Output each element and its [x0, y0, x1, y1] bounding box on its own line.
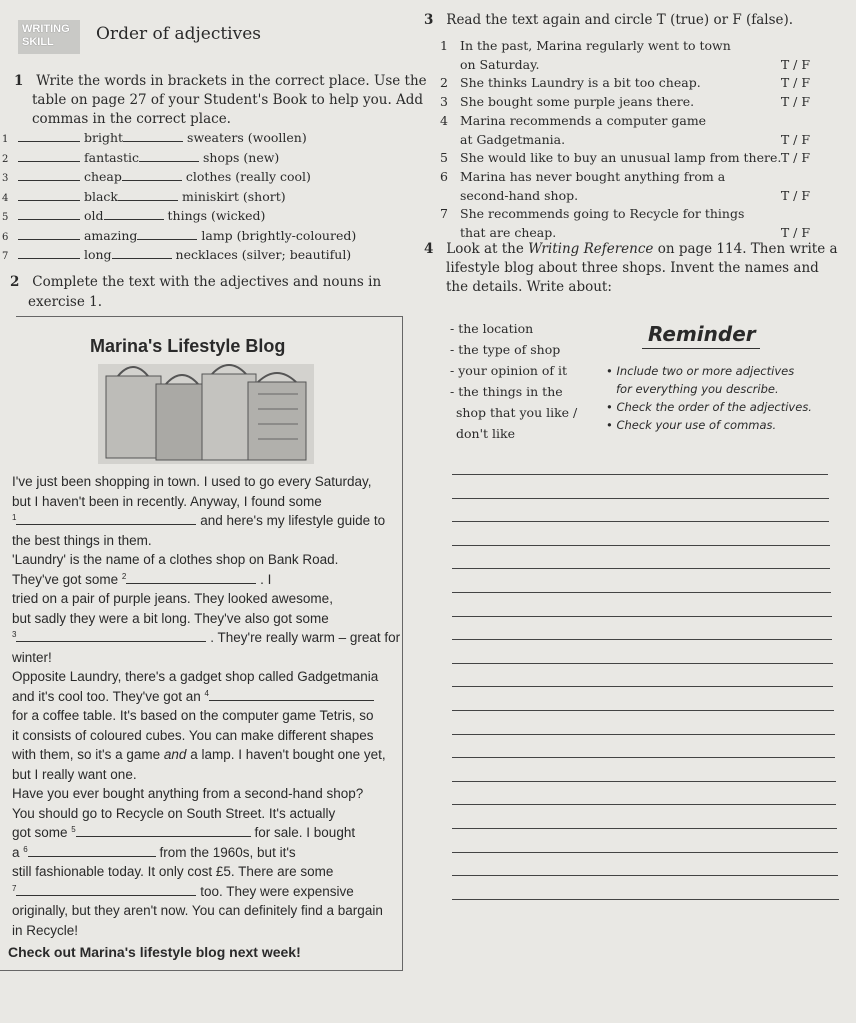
answer-blank[interactable]	[18, 200, 80, 201]
blog-text-emphasis: and	[163, 747, 187, 762]
answer-blank[interactable]	[18, 141, 80, 142]
ex4-instruction-em: Writing Reference	[528, 241, 654, 257]
blog-text-segment: You should go to Recycle on South Street. It's actually	[12, 805, 336, 821]
blog-text-segment: and here's my lifestyle guide to	[200, 513, 386, 528]
ex3-item	[440, 73, 810, 92]
blog-text-segment: . I	[260, 571, 272, 587]
true-false-choice[interactable]: T / F	[780, 57, 810, 72]
blog-line	[12, 728, 373, 743]
writing-line[interactable]	[452, 804, 836, 805]
answer-blank[interactable]	[18, 219, 80, 220]
ex1-item-number: 1	[2, 134, 9, 145]
ex3-item	[440, 92, 810, 111]
reminder-bullet: • Include two or more adjectives	[606, 364, 795, 378]
ex1-item	[2, 228, 356, 243]
answer-blank[interactable]	[18, 239, 80, 240]
ex4-instruction	[424, 240, 838, 297]
blog-text-segment: originally, but they aren't now. You can definitely find a bargain	[12, 903, 383, 918]
answer-blank[interactable]	[122, 180, 182, 181]
ex1-instruction-l1: Write the words in brackets in the correct place. Use the	[36, 73, 427, 89]
ex3-item-number: 2	[440, 75, 448, 90]
writing-line[interactable]	[452, 498, 829, 499]
blog-text-segment: the best things in them.	[12, 532, 152, 548]
reminder-bullet: • Check the order of the adjectives.	[606, 400, 812, 414]
blog-line	[12, 845, 296, 860]
blog-answer-blank[interactable]	[126, 583, 256, 584]
ex1-noun: miniskirt (short)	[182, 188, 286, 204]
ex3-item	[440, 111, 810, 149]
ex1-item	[2, 189, 286, 204]
ex1-word: cheap	[83, 169, 122, 184]
ex4-instruction-l1a: Look at the	[446, 241, 524, 257]
reminder-bullet: for everything you describe.	[616, 382, 779, 396]
true-false-choice[interactable]: T / F	[780, 225, 810, 240]
ex4-point: shop that you like /	[456, 405, 578, 420]
blank-number: 6	[23, 844, 28, 854]
ex3-item-text: She recommends going to Recycle for things	[460, 206, 745, 221]
ex1-instruction-l2: table on page 27 of your Student's Book to help you. Add	[32, 92, 424, 108]
ex1-item	[2, 208, 265, 223]
blank-number: 1	[12, 513, 17, 522]
ex4-point: - the type of shop	[450, 342, 561, 357]
ex3-instruction	[424, 12, 793, 28]
blog-text-segment: . They're really warm – great for	[210, 630, 401, 645]
ex4-instruction-l2: lifestyle blog about three shops. Invent the names and	[446, 260, 819, 276]
blog-footer: Check out Marina's lifestyle blog next week!	[8, 944, 301, 960]
ex1-word: bright	[83, 130, 124, 145]
blog-text-segment: still fashionable today. It only cost £5. There are some	[12, 864, 334, 879]
writing-line[interactable]	[452, 592, 831, 593]
ex1-noun: shops (new)	[203, 149, 280, 165]
blog-text-segment: I've just been shopping in town. I used to go every Saturday,	[12, 474, 372, 489]
reminder-title: Reminder	[648, 322, 756, 346]
blog-line	[12, 650, 52, 665]
blog-line	[12, 474, 372, 489]
blank-number: 2	[121, 571, 127, 581]
true-false-choice[interactable]: T / F	[780, 150, 810, 165]
blog-answer-blank[interactable]	[16, 641, 206, 642]
answer-blank[interactable]	[104, 219, 164, 220]
ex3-item-text: She bought some purple jeans there.	[460, 94, 695, 109]
writing-line[interactable]	[452, 545, 830, 546]
shopping-bags-illustration	[98, 364, 314, 464]
writing-line[interactable]	[452, 757, 835, 758]
writing-line[interactable]	[452, 568, 830, 569]
ex3-item-text: She would like to buy an unusual lamp from there.	[460, 150, 782, 165]
ex1-word: fantastic	[83, 149, 140, 165]
ex1-noun: necklaces (silver; beautiful)	[175, 247, 352, 262]
answer-blank[interactable]	[118, 200, 178, 201]
blog-answer-blank[interactable]	[209, 700, 374, 701]
blog-text-segment: but sadly they were a bit long. They've also got some	[12, 610, 329, 626]
blog-text-segment: in Recycle!	[12, 922, 79, 938]
ex1-item-number: 2	[2, 153, 9, 165]
ex1-noun: sweaters (woollen)	[187, 130, 307, 145]
blog-line	[12, 708, 374, 723]
ex4-instruction-l1b: on page 114. Then write a	[657, 241, 838, 257]
answer-blank[interactable]	[18, 180, 80, 181]
ex4-point: - the location	[450, 321, 534, 336]
ex3-item-text: Marina has never bought anything from a	[460, 169, 726, 184]
ex3-item-number: 6	[440, 169, 448, 184]
writing-line[interactable]	[452, 852, 838, 853]
blog-text-segment: a lamp. I haven't bought one yet,	[190, 747, 386, 762]
ex2-instruction-l2: exercise 1.	[28, 294, 103, 310]
ex1-item-number: 5	[2, 212, 9, 223]
ex1-item	[2, 130, 307, 145]
writing-skill-badge	[18, 20, 80, 54]
ex3-item-text: She thinks Laundry is a bit too cheap.	[460, 75, 701, 90]
ex1-instruction	[14, 72, 427, 129]
ex1-noun: clothes (really cool)	[185, 169, 311, 184]
blog-text-segment: got some	[12, 825, 68, 840]
blog-answer-blank[interactable]	[16, 524, 196, 525]
ex4-point: - your opinion of it	[450, 363, 568, 378]
blog-line	[12, 591, 333, 606]
blog-text-segment: for sale. I bought	[254, 825, 356, 840]
blog-text-segment: too. They were expensive	[200, 883, 354, 899]
ex1-item	[2, 247, 351, 262]
blog-line	[12, 747, 386, 762]
blog-text-segment: They've got some	[12, 571, 119, 587]
ex4-point: - the things in the	[450, 384, 563, 399]
writing-line[interactable]	[452, 686, 833, 687]
ex4-number: 4	[424, 241, 434, 257]
ex4-instruction-l3: the details. Write about:	[446, 279, 612, 295]
blog-text-segment: it consists of coloured cubes. You can make different shapes	[12, 727, 374, 743]
section-title: Order of adjectives	[96, 24, 261, 44]
badge-line1: WRITING	[22, 23, 70, 35]
ex3-item-number: 7	[440, 206, 448, 221]
true-false-choice[interactable]: T / F	[780, 75, 810, 90]
true-false-choice[interactable]: T / F	[780, 94, 810, 109]
blog-line	[12, 689, 374, 704]
blog-line	[12, 767, 137, 782]
ex3-item	[440, 204, 810, 242]
ex1-item-number: 7	[2, 251, 9, 262]
writing-line[interactable]	[452, 639, 832, 640]
blog-line	[12, 923, 78, 938]
blog-text-segment: with them, so it's a game	[12, 747, 161, 762]
writing-line[interactable]	[452, 474, 828, 475]
reminder-underline	[642, 348, 760, 349]
blog-text-segment: for a coffee table. It's based on the computer game Tetris, so	[12, 708, 374, 723]
ex1-noun: things (wicked)	[167, 208, 266, 223]
answer-blank[interactable]	[139, 161, 199, 162]
blog-text-segment: and it's cool too. They've got an	[12, 688, 201, 704]
writing-line[interactable]	[452, 875, 838, 876]
ex1-item-number: 3	[2, 173, 9, 184]
ex3-item	[440, 148, 810, 167]
answer-blank[interactable]	[112, 258, 172, 259]
blog-line	[12, 494, 322, 509]
ex1-word: amazing	[83, 227, 138, 243]
ex3-number: 3	[424, 12, 434, 28]
ex3-item	[440, 167, 810, 205]
blog-line	[12, 825, 355, 840]
ex4-points	[450, 318, 577, 444]
answer-blank[interactable]	[137, 239, 197, 240]
ex1-word: black	[83, 188, 119, 204]
ex3-item	[440, 36, 810, 74]
reminder-bullets	[606, 362, 812, 434]
ex3-item-text: In the past, Marina regularly went to town	[460, 38, 731, 53]
ex1-item	[2, 150, 279, 165]
blank-number: 5	[71, 825, 76, 834]
blank-number: 7	[12, 883, 17, 893]
blog-text-segment: winter!	[12, 649, 52, 665]
ex1-item-number: 4	[2, 192, 9, 204]
true-false-choice[interactable]: T / F	[780, 132, 810, 147]
blog-answer-blank[interactable]	[76, 836, 251, 837]
writing-line[interactable]	[452, 521, 829, 522]
writing-line[interactable]	[452, 828, 837, 829]
blog-text-segment: tried on a pair of purple jeans. They looked awesome,	[12, 591, 333, 606]
writing-line[interactable]	[452, 616, 832, 617]
ex3-item-text: on Saturday.	[460, 57, 540, 72]
ex1-word: long	[83, 247, 112, 262]
ex3-item-text: that are cheap.	[460, 225, 557, 240]
ex1-instruction-l3: commas in the correct place.	[32, 111, 231, 127]
blog-line	[12, 786, 363, 801]
ex3-instruction-text: Read the text again and circle T (true) or F (false).	[446, 12, 794, 28]
ex1-item-number: 6	[2, 231, 9, 243]
blog-text-segment: Have you ever bought anything from a second-hand shop?	[12, 786, 364, 801]
blog-line	[12, 669, 378, 684]
ex3-item-text: Marina recommends a computer game	[460, 113, 707, 128]
answer-blank[interactable]	[18, 161, 80, 162]
ex1-word: old	[83, 208, 104, 223]
blog-text-segment: but I haven't been in recently. Anyway, I found some	[12, 493, 322, 509]
ex3-item-text: at Gadgetmania.	[460, 132, 566, 147]
blog-text-segment: from the 1960s, but it's	[159, 844, 296, 860]
ex4-point: don't like	[456, 426, 515, 441]
blog-text-segment: 'Laundry' is the name of a clothes shop on Bank Road.	[12, 552, 339, 567]
blog-title: Marina's Lifestyle Blog	[90, 336, 286, 356]
ex2-instruction	[10, 272, 381, 312]
reminder-bullet: • Check your use of commas.	[606, 418, 777, 432]
answer-blank[interactable]	[123, 141, 183, 142]
blog-line	[12, 806, 335, 821]
blog-line	[12, 572, 271, 587]
writing-line[interactable]	[452, 710, 834, 711]
blog-text-segment: Opposite Laundry, there's a gadget shop called Gadgetmania	[12, 669, 379, 684]
ex1-item	[2, 169, 311, 184]
ex3-item-number: 4	[440, 113, 448, 128]
blog-box-top-border	[16, 316, 402, 317]
blog-line	[12, 533, 152, 548]
ex3-item-number: 1	[440, 38, 448, 53]
writing-line[interactable]	[452, 734, 835, 735]
blog-text-segment: a	[12, 844, 20, 860]
writing-line[interactable]	[452, 663, 833, 664]
ex1-noun: lamp (brightly-coloured)	[201, 227, 357, 243]
ex3-item-number: 3	[440, 94, 448, 109]
blog-line	[12, 513, 385, 528]
writing-line[interactable]	[452, 899, 839, 900]
true-false-choice[interactable]: T / F	[780, 188, 810, 203]
blank-number: 4	[204, 688, 209, 698]
ex1-number: 1	[14, 73, 24, 89]
ex2-number: 2	[10, 274, 20, 290]
blog-line	[12, 864, 333, 879]
blog-line	[12, 630, 400, 645]
ex3-item-text: second-hand shop.	[460, 188, 579, 203]
blog-line	[12, 611, 329, 626]
badge-line2: SKILL	[22, 36, 54, 48]
ex3-item-number: 5	[440, 150, 448, 165]
blog-line	[12, 884, 354, 899]
writing-line[interactable]	[452, 781, 836, 782]
blog-answer-blank[interactable]	[16, 895, 196, 896]
blog-answer-blank[interactable]	[28, 856, 156, 857]
blank-number: 3	[12, 630, 17, 639]
blog-text-segment: but I really want one.	[12, 766, 137, 782]
blog-line	[12, 552, 338, 567]
blog-line	[12, 903, 383, 918]
answer-blank[interactable]	[18, 258, 80, 259]
ex2-instruction-l1: Complete the text with the adjectives and nouns in	[32, 274, 382, 290]
